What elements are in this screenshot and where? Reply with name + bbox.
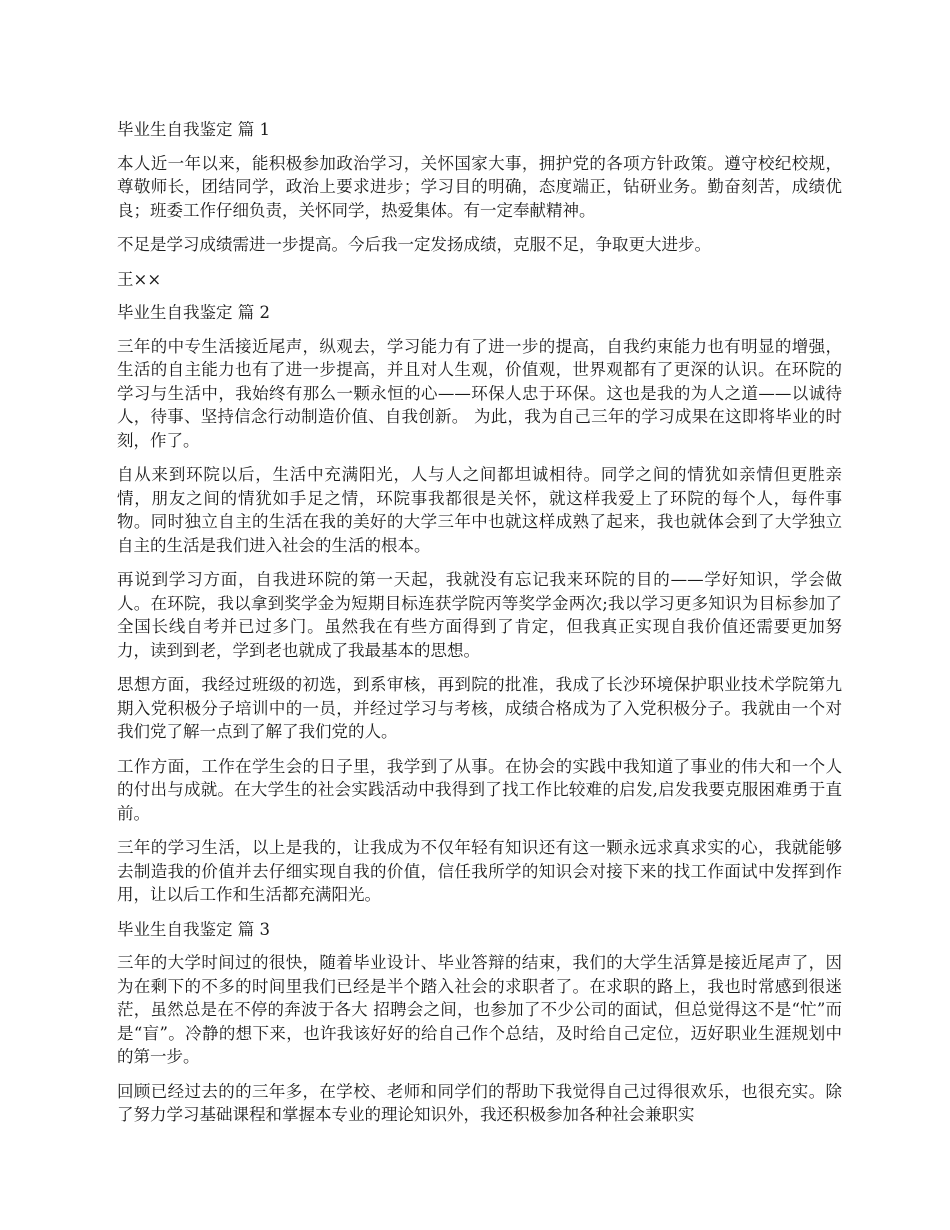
- section-2-paragraph-4: 思想方面，我经过班级的初选，到系审核，再到院的批准，我成了长沙环境保护职业技术学院第九期入党积极分子培训中的一员，并经过学习与考核，成绩合格成为了入党积极分子。我就由一个对我们党了解一点到了解了我们党的人。: [117, 675, 842, 741]
- section-2-paragraph-1: 三年的中专生活接近尾声，纵观去，学习能力有了进一步的提高，自我约束能力也有明显的增强，生活的自主能力也有了进一步提高，并且对人生观，价值观，世界观都有了更深的认识。在环院的学习与生活中，我始终有那么一颗永恒的心——环保人忠于环保。这也是我的为人之道——以诚待人，待事、坚持信念行动制造价值、自我创新。 为此，我为自己三年的学习成果在这即将毕业的时刻，作了。: [117, 336, 842, 450]
- section-1-signature: 王××: [117, 269, 162, 289]
- section-2-paragraph-2: 自从来到环院以后，生活中充满阳光，人与人之间都坦诚相待。同学之间的情犹如亲情但更胜亲情，朋友之间的情犹如手足之情，环院事我都很是关怀，就这样我爱上了环院的每个人，每件事物。同时独立自主的生活在我的美好的大学三年中也就这样成熟了起来，我也就体会到了大学独立自主的生活是我们进入社会的生活的根本。: [117, 465, 842, 555]
- section-3-paragraph-1: 三年的大学时间过的很快，随着毕业设计、毕业答辩的结束，我们的大学生活算是接近尾声了，因为在剩下的不多的时间里我们已经是半个踏入社会的求职者了。在求职的路上，我也时常感到很迷茫，虽然总是在不停的奔波于各大 招聘会之间，也参加了不少公司的面试，但总觉得这不是“忙”而是“盲”。冷静的想下来，也许我该好好的给自己作个总结，及时给自己定位，迈好职业生涯规划中的第一步。: [117, 953, 842, 1066]
- section-2-paragraph-6: 三年的学习生活，以上是我的，让我成为不仅年轻有知识还有这一颗永远求真求实的心，我就能够去制造我的价值并去仔细实现自我的价值，信任我所学的知识会对接下来的找工作面试中发挥到作用，让以后工作和生活都充满阳光。: [117, 838, 842, 904]
- section-3-paragraph-2: 回顾已经过去的的三年多，在学校、老师和同学们的帮助下我觉得自己过得很欢乐，也很充实。除了努力学习基础课程和掌握本专业的理论知识外，我还积极参加各种社会兼职实: [117, 1081, 842, 1124]
- section-1-heading: 毕业生自我鉴定 篇 1: [117, 120, 270, 139]
- section-1-paragraph-1: 本人近一年以来，能积极参加政治学习，关怀国家大事，拥护党的各项方针政策。遵守校纪校规，尊敬师长，团结同学，政治上要求进步；学习目的明确，态度端正，钻研业务。勤奋刻苦，成绩优良；班委工作仔细负责，关怀同学，热爱集体。有一定奉献精神。: [117, 153, 842, 220]
- section-2-paragraph-5: 工作方面，工作在学生会的日子里，我学到了从事。在协会的实践中我知道了事业的伟大和一个人的付出与成就。在大学生的社会实践活动中我得到了找工作比较难的启发,启发我要克服困难勇于直前。: [117, 756, 842, 823]
- document-page: [117, 118, 842, 1138]
- section-3-heading: 毕业生自我鉴定 篇 3: [117, 919, 270, 939]
- section-2-heading: 毕业生自我鉴定 篇 2: [117, 303, 270, 322]
- section-2-paragraph-3: 再说到学习方面，自我进环院的第一天起，我就没有忘记我来环院的目的——学好知识，学会做人。在环院，我以拿到奖学金为短期目标连获学院丙等奖学金两次;我以学习更多知识为目标参加了全国长线自考并已过多门。虽然我在有些方面得到了肯定，但我真正实现自我价值还需要更加努力，读到到老，学到老也就成了我最基本的思想。: [117, 570, 842, 660]
- section-1-paragraph-2: 不足是学习成绩需进一步提高。今后我一定发扬成绩，克服不足，争取更大进步。: [117, 235, 711, 254]
